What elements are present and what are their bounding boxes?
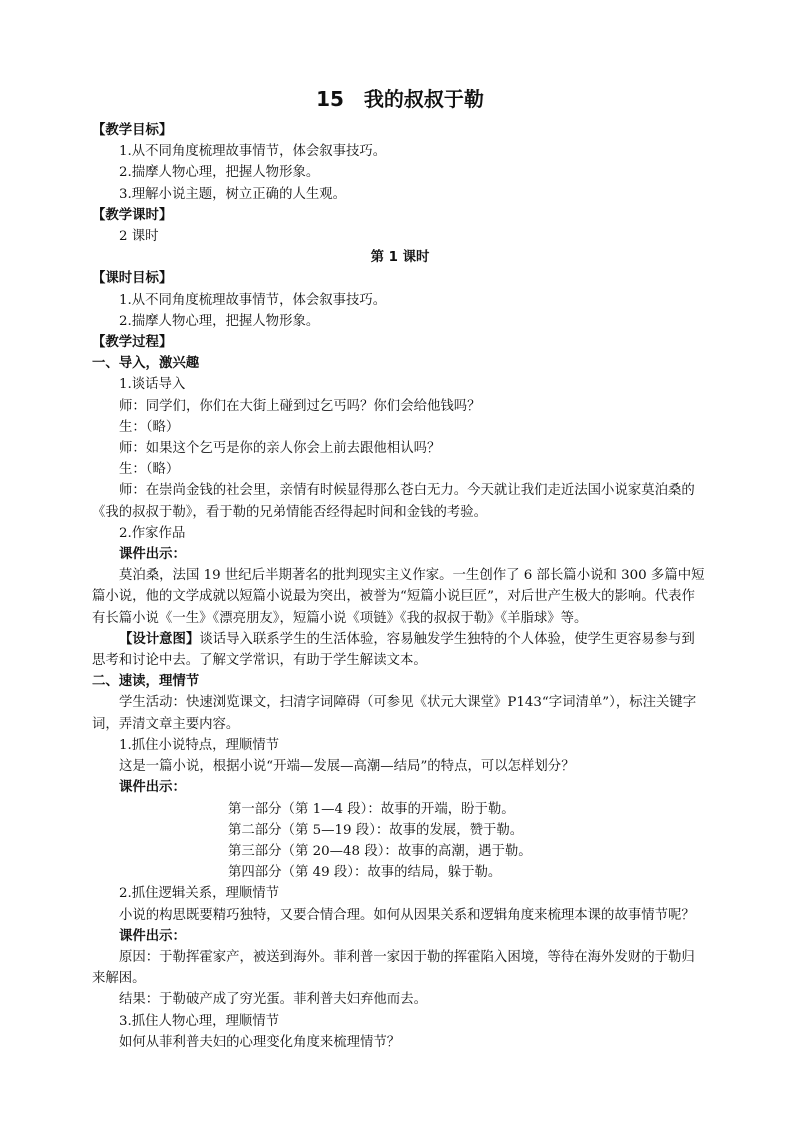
part2-subheading: 3.抓住人物心理，理顺情节	[119, 1013, 280, 1029]
section-heading-hours: 【教学课时】	[92, 207, 173, 223]
part2-heading: 二、速读，理情节	[92, 674, 200, 690]
dialogue-line: 师：如果这个乞丐是你的亲人你会上前去跟他相认吗？	[119, 441, 441, 457]
lesson-goal-item: 1.从不同角度梳理故事情节，体会叙事技巧。	[119, 292, 387, 308]
document-body	[92, 120, 708, 1053]
design-intent-label: 【设计意图】	[119, 631, 200, 647]
story-part-item: 第一部分（第 1—4 段）：故事的开端，盼于勒。	[228, 801, 515, 817]
story-part-item: 第二部分（第 5—19 段）：故事的发展，赞于勒。	[228, 822, 524, 838]
result-paragraph: 结果：于勒破产成了穷光蛋。菲利普夫妇弃他而去。	[119, 992, 427, 1008]
design-intent-text: 谈话导入联系学生的生活体验，容易触发学生独特的个人体验，使学生更容易参与到思考和讨论中去。了解文学常识，有助于学生解读文本。	[92, 631, 695, 669]
author-intro-paragraph: 莫泊桑，法国 19 世纪后半期著名的批判现实主义作家。一生创作了 6 部长篇小说和 300 多篇中短篇小说，他的文学成就以短篇小说最为突出，被誉为“短篇小说巨匠”，对后世产生极大的影响。代表作有长篇小说《一生》《漂亮朋友》，短篇小说《项链》《我的叔叔于勒》《羊脂球》等。	[92, 568, 705, 626]
part1-subheading: 2.作家作品	[119, 525, 186, 541]
question-paragraph: 小说的构思既要精巧独特，又要合情合理。如何从因果关系和逻辑角度来梳理本课的故事情节呢？	[119, 907, 695, 923]
design-intent-paragraph	[92, 629, 708, 671]
story-part-item: 第三部分（第 20—48 段）：故事的高潮，遇于勒。	[228, 843, 532, 859]
section-heading-lesson-goals: 【课时目标】	[92, 271, 173, 287]
courseware-label: 课件出示：	[119, 780, 186, 796]
student-activity-paragraph: 学生活动：快速浏览课文，扫清字词障碍（可参见《状元大课堂》P143“字词清单”），标注关键字词，弄清文章主要内容。	[92, 695, 697, 732]
part2-subheading: 2.抓住逻辑关系，理顺情节	[119, 886, 280, 902]
teacher-intro-paragraph: 师：在崇尚金钱的社会里，亲情有时候显得那么苍白无力。今天就让我们走近法国小说家莫泊桑的《我的叔叔于勒》，看于勒的兄弟情能否经得起时间和金钱的考验。	[92, 483, 695, 520]
part1-heading: 一、导入，激兴趣	[92, 356, 200, 372]
courseware-label: 课件出示：	[119, 547, 186, 563]
question-paragraph: 如何从菲利普夫妇的心理变化角度来梳理情节？	[119, 1034, 401, 1050]
section-heading-process: 【教学过程】	[92, 335, 173, 351]
lesson-title: 第 1 课时	[370, 250, 430, 266]
hours-text: 2 课时	[119, 229, 159, 245]
question-paragraph: 这是一篇小说，根据小说“开端—发展—高潮—结局”的特点，可以怎样划分？	[119, 759, 575, 775]
dialogue-line: 师：同学们，你们在大街上碰到过乞丐吗？你们会给他钱吗？	[119, 398, 481, 414]
page-title: 15 我的叔叔于勒	[316, 87, 484, 111]
lesson-goal-item: 2.揣摩人物心理，把握人物形象。	[119, 313, 320, 329]
story-part-item: 第四部分（第 49 段）：故事的结局，躲于勒。	[228, 865, 502, 881]
goal-item: 3.理解小说主题，树立正确的人生观。	[119, 186, 347, 202]
goal-item: 1.从不同角度梳理故事情节，体会叙事技巧。	[119, 144, 387, 160]
part1-subheading: 1.谈话导入	[119, 377, 186, 393]
cause-paragraph: 原因：于勒挥霍家产，被送到海外。菲利普一家因于勒的挥霍陷入困境，等待在海外发财的于勒归来解困。	[92, 949, 695, 987]
section-heading-goals: 【教学目标】	[92, 123, 173, 138]
dialogue-line: 生：（略）	[119, 462, 180, 478]
dialogue-line: 生：（略）	[119, 419, 180, 435]
part2-subheading: 1.抓住小说特点，理顺情节	[119, 737, 280, 753]
courseware-label: 课件出示：	[119, 928, 186, 944]
goal-item: 2.揣摩人物心理，把握人物形象。	[119, 165, 320, 181]
